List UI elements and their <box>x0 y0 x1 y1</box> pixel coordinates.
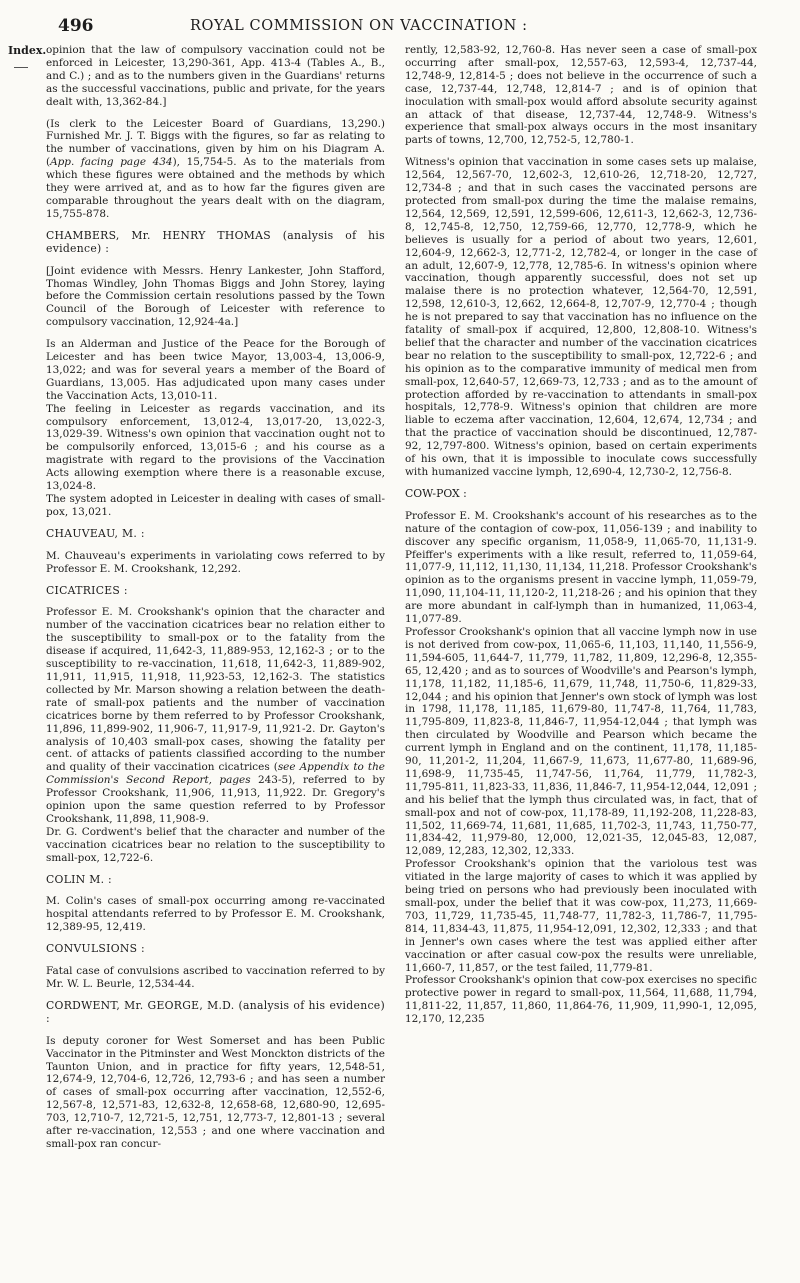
cordwent-continuation: rently, 12,583-92, 12,760-8. Has never seen a case of small-pox occurring after small-pox, 12,557-63, 12,593-4, 12,737-44, 12,748-9, 12,814-5 ; does not believe in the occurrence of such a case, 12,737-44, 12,748, 12,814-7 ; and is of opinion that inoculation with small-pox would afford absolute security against an attack of that disease, 12,737-44, 12,748-9. Witness's experience that small-pox always occurs in the most insanitary parts of towns, 12,700, 12,752-5, 12,780-1. <box>405 44 757 147</box>
entry-continuation: opinion that the law of compulsory vaccination could not be enforced in Leicester, 13,290-361, App. 413-4 (Tables A., B., and C.) ; and as to the numbers given in the Guardians' returns as the successful vaccinations, public and private, for the years dealt with, 13,362-84.] <box>46 44 385 108</box>
colin-heading: COLIN M. : <box>46 872 112 886</box>
page-header <box>0 12 800 42</box>
cicatrices-paragraph: Professor E. M. Crookshank's opinion that the character and number of the vaccination cicatrices bear no relation either to the susceptibility to small-pox or to the fatality from the disease if acquired, 11,642-3, 11,889-953, 12,162-3 ; or to the susceptibility to re-vaccination, 11,618, 11,642-3, 11,889-902, 11,911, 11,915, 11,918, 11,923-53, 12,162-3. The statistics collected by Mr. Marson showing a relation between the death-rate of small-pox patients and the number of vaccination cicatrices borne by them referred to by Professor Crookshank, 11,896, 11,899-902, 11,906-7, 11,917-9, 11,921-2. Dr. Gayton's analysis of 10,403 small-pox cases, showing the fatality per cent. of attacks of patients classified according to the number and quality of their vaccination cicatrices (see Appendix to the Commission's Second Report, pages 243-5), referred to by Professor Crookshank, 11,906, 11,913, 11,922. Dr. Gregory's opinion upon the same question referred to by Professor Crookshank, 11,898, 11,908-9. <box>46 606 385 825</box>
index-label: Index. <box>8 44 47 57</box>
chambers-heading: CHAMBERS, Mr. HENRY THOMAS (analysis of his evidence) : <box>46 228 385 255</box>
left-column <box>46 44 385 1151</box>
cordwent-paragraph: Is deputy coroner for West Somerset and has been Public Vaccinator in the Pitminster and West Monckton districts of the Taunton Union, and in practice for fifty years, 12,548-51, 12,674-9, 12,704-6, 12,726, 12,793-6 ; and has seen a number of cases of small-pox occurring after vaccination, 12,552-6, 12,567-8, 12,571-83, 12,632-8, 12,658-68, 12,680-90, 12,695-703, 12,710-7, 12,721-5, 12,751, 12,773-7, 12,801-13 ; several after re-vaccination, 12,553 ; and one where vaccination and small-pox ran concur- <box>46 1034 385 1150</box>
cowpox-paragraph: Professor Crookshank's opinion that cow-pox exercises no specific protective power in regard to small-pox, 11,564, 11,688, 11,794, 11,811-22, 11,857, 11,860, 11,864-76, 11,909, 11,990-1, 12,095, 12,170, 12,235 <box>405 974 757 1026</box>
clerk-entry: (Is clerk to the Leicester Board of Guardians, 13,290.) Furnished Mr. J. T. Biggs with the figures, so far as relating to the number of vaccinations, given by him on his Diagram A. (App. facing page 434), 15,754-5. As to the materials from which these figures were obtained and the methods by which they were arrived at, and as to how far the figures given are comparable throughout the years dealt with on the diagram, 15,755-878. <box>46 117 385 220</box>
chauveau-paragraph: M. Chauveau's experiments in variolating cows referred to by Professor E. M. Crookshank, 12,292. <box>46 549 385 575</box>
chauveau-heading: CHAUVEAU, M. : <box>46 526 145 540</box>
cowpox-paragraph: Professor E. M. Crookshank's account of his researches as to the nature of the contagion of cow-pox, 11,056-139 ; and inability to discover any specific organism, 11,058-9, 11,065-70, 11,131-9. Pfeiffer's experiments with a like result, referred to, 11,059-64, 11,077-9, 11,112, 11,130, 11,134, 11,218. Professor Crookshank's opinion as to the organisms present in vaccine lymph, 11,059-79, 11,090, 11,104-11, 11,120-2, 11,218-26 ; and his opinion that they are more abundant in calf-lymph than in humanized, 11,063-4, 11,077-89. <box>405 509 757 626</box>
convulsions-paragraph: Fatal case of convulsions ascribed to vaccination referred to by Mr. W. L. Beurle, 12,534-44. <box>46 965 385 990</box>
page-number: 496 <box>58 16 94 36</box>
chambers-paragraph: The feeling in Leicester as regards vaccination, and its compulsory enforcement, 13,012-4, 13,017-20, 13,022-3, 13,029-39. Witness's own opinion that vaccination ought not to be compulsorily enforced, 13,015-6 ; and his course as a magistrate with regard to the provisions of the Vaccination Acts allowing exemption where there is a reasonable excuse, 13,024-8. <box>46 402 385 493</box>
cowpox-paragraph: Professor Crookshank's opinion that all vaccine lymph now in use is not derived from cow-pox, 11,065-6, 11,103, 11,140, 11,556-9, 11,594-605, 11,644-7, 11,779, 11,782, 11,809, 12,296-8, 12,355-65, 12,420 ; and as to sources of Woodville's and Pearson's lymph, 11,178, 11,182, 11,185-6, 11,679, 11,748, 11,750-6, 11,829-33, 12,044 ; and his opinion that Jenner's own stock of lymph was lost in 1798, 11,178, 11,185, 11,679-80, 11,747-8, 11,764, 11,783, 11,795-809, 11,823-8, 11,846-7, 11,954-12,044 ; that lymph was then circulated by Woodville and Pearson which became the current lymph in England and on the continent, 11,178, 11,185-90, 11,201-2, 11,204, 11,667-9, 11,673, 11,677-80, 11,689-96, 11,698-9, 11,735-45, 11,747-56, 11,764, 11,779, 11,782-3, 11,795-811, 11,823-33, 11,836, 11,846-7, 11,954-12,044, 12,091 ; and his belief that the lymph thus circulated was, in fact, that of small-pox and not of cow-pox, 11,178-89, 11,192-208, 11,228-83, 11,502, 11,669-74, 11,681, 11,685, 11,702-3, 11,743, 11,750-77, 11,834-42, 11,979-80, 12,000, 12,021-35, 12,045-83, 12,087, 12,089, 12,283, 12,302, 12,333. <box>405 625 757 858</box>
cicatrices-paragraph: Dr. G. Cordwent's belief that the character and number of the vaccination cicatrices bear no relation to the susceptibility to small-pox, 12,722-6. <box>46 825 385 864</box>
chambers-paragraph: Is an Alderman and Justice of the Peace for the Borough of Leicester and has been twice Mayor, 13,003-4, 13,006-9, 13,022; and was for several years a member of the Board of Guardians, 13,005. Has adjudicated upon many cases under the Vaccination Acts, 13,010-11. <box>46 338 385 402</box>
chambers-paragraph: The system adopted in Leicester in dealing with cases of small-pox, 13,021. <box>46 493 385 518</box>
cordwent-heading: CORDWENT, Mr. GEORGE, M.D. (analysis of his evidence) : <box>46 998 385 1025</box>
cicatrices-heading: CICATRICES : <box>46 583 128 597</box>
cordwent-malaise-paragraph: Witness's opinion that vaccination in some cases sets up malaise, 12,564, 12,567-70, 12,602-3, 12,610-26, 12,718-20, 12,727, 12,734-8 ; and that in such cases the vaccinated persons are protected from small-pox during the time the malaise remains, 12,564, 12,569, 12,591, 12,599-606, 12,611-3, 12,662-3, 12,736-8, 12,745-8, 12,750, 12,759-66, 12,770, 12,778-9, which he believes is usually for a period of about two years, 12,601, 12,604-9, 12,662-3, 12,771-2, 12,782-4, or longer in the case of an adult, 12,607-9, 12,778, 12,785-6. In witness's opinion where vaccination, though apparently successful, does not set up malaise there is no protection whatever, 12,564-70, 12,591, 12,598, 12,610-3, 12,662, 12,664-8, 12,707-9, 12,770-4 ; though he is not prepared to say that vaccination has no influence on the fatality of small-pox if acquired, 12,800, 12,808-10. Witness's belief that the character and number of the vaccination cicatrices bear no relation to the susceptibility to small-pox, 12,722-6 ; and his opinion as to the comparative immunity of medical men from small-pox, 12,640-57, 12,669-73, 12,733 ; and as to the amount of protection afforded by re-vaccination to attendants in small-pox hospitals, 12,778-9. Witness's opinion that children are more liable to eczema after vaccination, 12,604, 12,674, 12,734 ; and that the practice of vaccination should be discontinued, 12,787-92, 12,797-800. Witness's opinion, based on certain experiments of his own, that it is impossible to inoculate cows successfully with humanized vaccine lymph, 12,690-4, 12,730-2, 12,756-8. <box>405 156 757 478</box>
right-column <box>405 44 757 1026</box>
colin-paragraph: M. Colin's cases of small-pox occurring among re-vaccinated hospital attendants referred to by Professor E. M. Crookshank, 12,389-95, 12,419. <box>46 895 385 934</box>
chambers-joint-evidence: [Joint evidence with Messrs. Henry Lankester, John Stafford, Thomas Windley, John Thomas Biggs and John Storey, laying before the Commission certain resolutions passed by the Town Council of the Borough of Leicester with reference to compulsory vaccination, 12,924-4a.] <box>46 264 385 329</box>
convulsions-heading: CONVULSIONS : <box>46 942 145 956</box>
cowpox-paragraph: Professor Crookshank's opinion that the variolous test was vitiated in the large majority of cases to which it was applied by being tried on persons who had previously been inoculated with small-pox, under the belief that it was cow-pox, 11,273, 11,669-703, 11,729, 11,735-45, 11,748-77, 11,782-3, 11,786-7, 11,795-814, 11,834-43, 11,875, 11,954-12,091, 12,302, 12,333 ; and that in Jenner's own cases where the test was applied either after vaccination or after casual cow-pox the results were unreliable, 11,660-7, 11,857, or the test failed, 11,779-81. <box>405 858 757 974</box>
index-rule <box>14 67 28 68</box>
cowpox-heading: COW-POX : <box>405 486 467 500</box>
running-title: ROYAL COMMISSION ON VACCINATION : <box>190 18 528 34</box>
